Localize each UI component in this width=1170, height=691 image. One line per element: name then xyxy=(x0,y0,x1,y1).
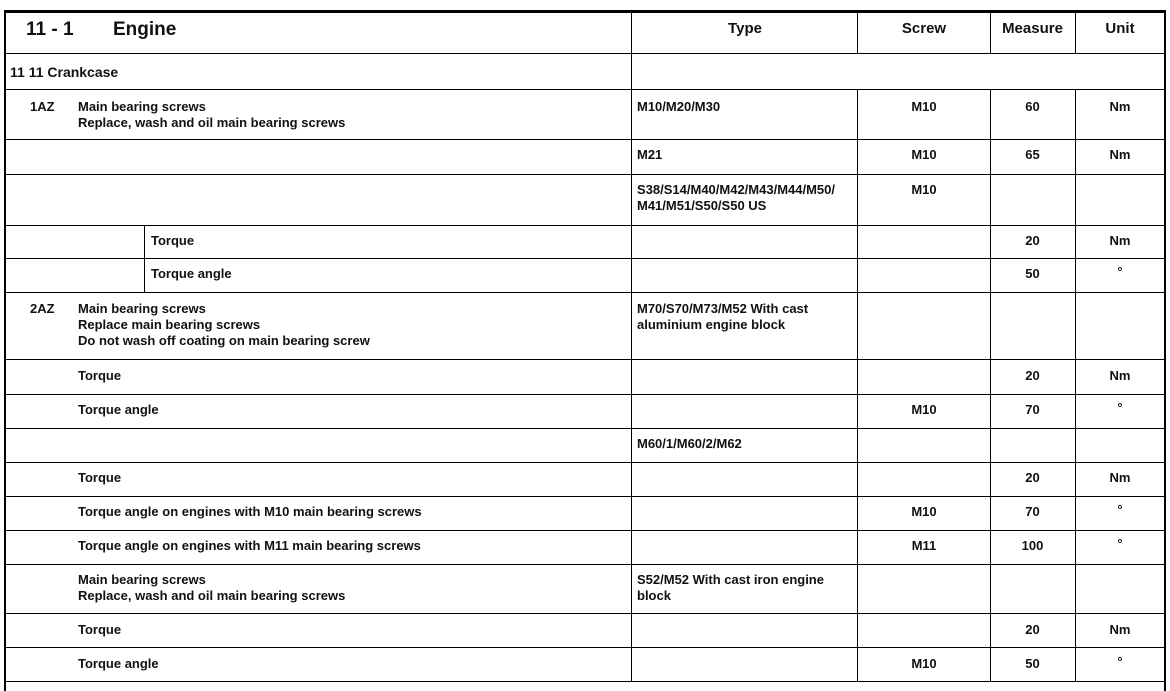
col-divider-unit xyxy=(1075,89,1076,682)
row-desc: Replace main bearing screws xyxy=(78,317,261,332)
row-unit: ° xyxy=(1117,400,1123,415)
col-header-type: Type xyxy=(728,20,762,37)
row-desc: Torque angle xyxy=(151,266,232,281)
row-type: aluminium engine block xyxy=(637,317,786,332)
row-measure: 20 xyxy=(1025,470,1040,485)
row-desc: Torque xyxy=(151,233,195,248)
row-unit: Nm xyxy=(1109,99,1131,114)
row-divider xyxy=(4,462,1166,463)
table-border-left xyxy=(4,10,6,691)
row-unit: Nm xyxy=(1109,233,1131,248)
row-measure: 60 xyxy=(1025,99,1040,114)
row-desc: Torque angle xyxy=(78,402,159,417)
row-code: 2AZ xyxy=(30,301,55,316)
row-desc: Torque angle on engines with M11 main bearing screws xyxy=(78,538,421,553)
row-unit: Nm xyxy=(1109,470,1131,485)
row-type: M60/1/M60/2/M62 xyxy=(637,436,742,451)
row-desc: Replace, wash and oil main bearing screws xyxy=(78,588,346,603)
row-desc: Torque angle xyxy=(78,656,159,671)
row-divider xyxy=(4,258,1166,259)
row-divider xyxy=(4,394,1166,395)
row-measure: 20 xyxy=(1025,622,1040,637)
row-divider xyxy=(4,530,1166,531)
row-divider xyxy=(4,89,1166,90)
row-divider xyxy=(4,681,1166,682)
row-type: M70/S70/M73/M52 With cast xyxy=(637,301,809,316)
row-screw: M10 xyxy=(911,147,937,162)
row-measure: 100 xyxy=(1021,538,1044,553)
row-divider xyxy=(4,174,1166,175)
col-divider-unit xyxy=(1075,10,1076,54)
row-code: 1AZ xyxy=(30,99,55,114)
row-measure: 70 xyxy=(1025,504,1040,519)
row-desc: Torque xyxy=(78,368,122,383)
row-screw: M10 xyxy=(911,99,937,114)
indent-divider xyxy=(144,225,145,292)
col-header-screw: Screw xyxy=(901,20,947,37)
row-desc: Replace, wash and oil main bearing screws xyxy=(78,115,346,130)
row-desc: Main bearing screws xyxy=(78,572,206,587)
row-type: M41/M51/S50/S50 US xyxy=(637,198,767,213)
row-unit: ° xyxy=(1117,536,1123,551)
row-screw: M10 xyxy=(911,402,937,417)
table-border-top xyxy=(4,10,1166,13)
row-screw: M10 xyxy=(911,656,937,671)
row-measure: 50 xyxy=(1025,266,1040,281)
subsection-title: 11 11 Crankcase xyxy=(10,64,119,80)
row-type: M10/M20/M30 xyxy=(637,99,721,114)
row-screw: M10 xyxy=(911,504,937,519)
row-unit: Nm xyxy=(1109,368,1131,383)
col-header-measure: Measure xyxy=(1002,20,1063,37)
row-divider xyxy=(4,292,1166,293)
row-type: S38/S14/M40/M42/M43/M44/M50/ xyxy=(637,182,835,197)
row-type: M21 xyxy=(637,147,663,162)
row-divider xyxy=(4,613,1166,614)
section-number: 11 - 1 xyxy=(26,19,74,40)
col-divider-screw xyxy=(857,10,858,54)
col-divider-measure xyxy=(990,89,991,682)
row-measure: 70 xyxy=(1025,402,1040,417)
row-unit: ° xyxy=(1117,654,1123,669)
row-screw: M10 xyxy=(911,182,937,197)
row-measure: 20 xyxy=(1025,368,1040,383)
col-divider-measure xyxy=(990,10,991,54)
row-unit: ° xyxy=(1117,502,1123,517)
row-divider xyxy=(4,647,1166,648)
row-screw: M11 xyxy=(911,538,937,553)
row-desc: Main bearing screws xyxy=(78,99,206,114)
col-divider-screw xyxy=(857,89,858,682)
table-border-right xyxy=(1164,10,1166,691)
row-unit: Nm xyxy=(1109,622,1131,637)
row-divider xyxy=(4,139,1166,140)
row-divider xyxy=(4,359,1166,360)
row-unit: ° xyxy=(1117,264,1123,279)
row-unit: Nm xyxy=(1109,147,1131,162)
row-measure: 65 xyxy=(1025,147,1040,162)
row-desc: Torque xyxy=(78,470,122,485)
section-title: Engine xyxy=(113,19,177,40)
col-divider-type xyxy=(631,10,632,682)
col-header-unit: Unit xyxy=(1105,20,1135,37)
row-divider xyxy=(4,496,1166,497)
row-divider xyxy=(4,225,1166,226)
row-desc: Torque angle on engines with M10 main bearing screws xyxy=(78,504,422,519)
row-measure: 20 xyxy=(1025,233,1040,248)
row-desc: Do not wash off coating on main bearing screw xyxy=(78,333,370,348)
row-desc: Torque xyxy=(78,622,122,637)
row-divider xyxy=(4,53,1166,54)
row-divider xyxy=(4,564,1166,565)
row-type: S52/M52 With cast iron engine xyxy=(637,572,824,587)
row-desc: Main bearing screws xyxy=(78,301,206,316)
row-measure: 50 xyxy=(1025,656,1040,671)
row-type: block xyxy=(637,588,671,603)
row-divider xyxy=(4,428,1166,429)
